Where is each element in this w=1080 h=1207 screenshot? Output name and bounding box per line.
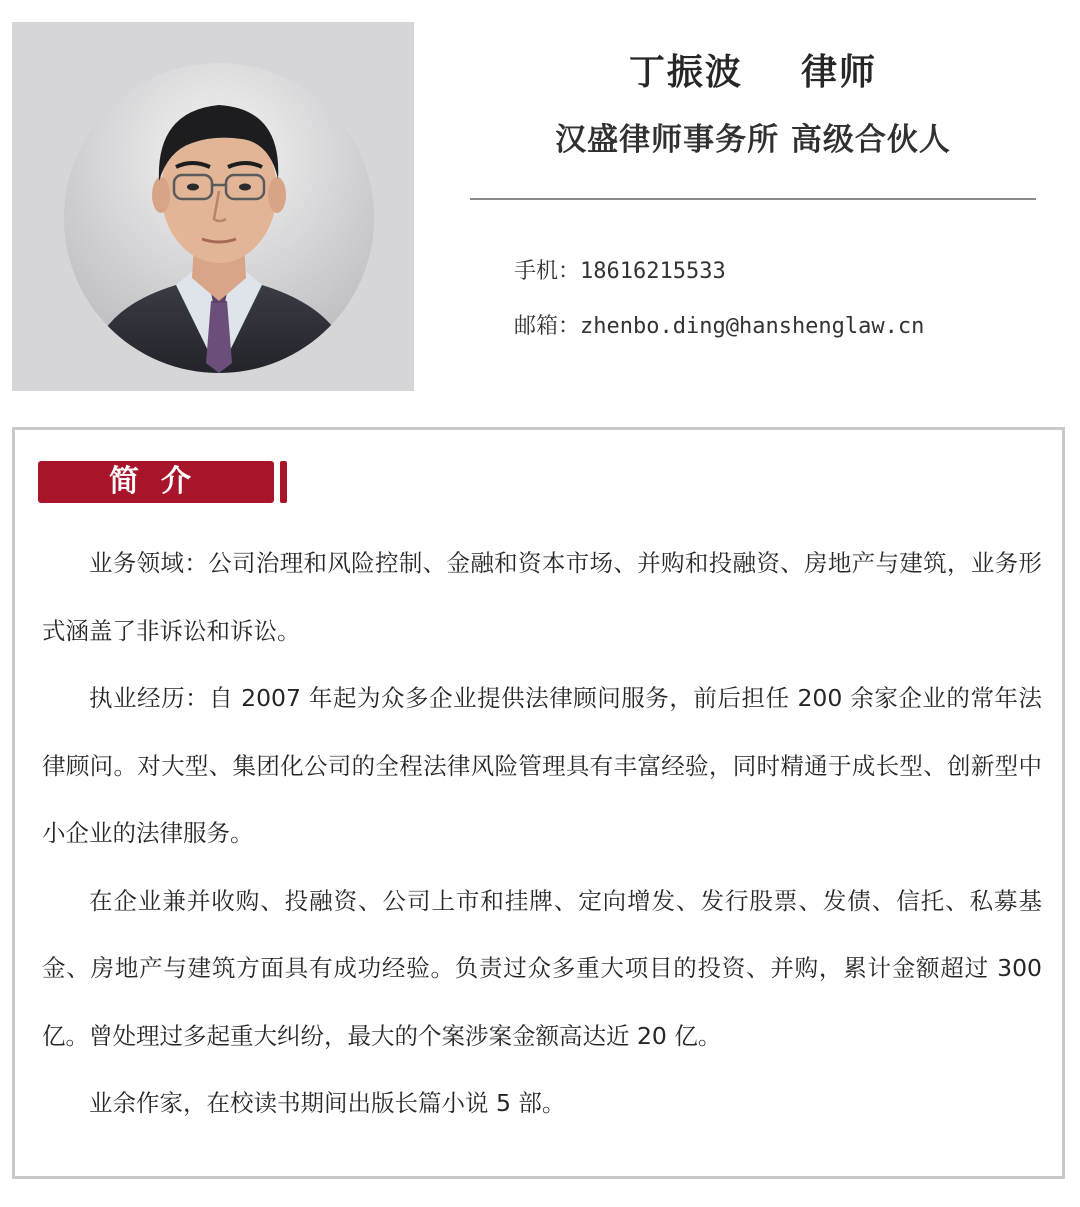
lawyer-name: 丁振波 律师 <box>628 52 878 93</box>
bio-header-title: 简介 <box>109 464 213 499</box>
bio-paragraph-experience: 执业经历：自 2007 年起为众多企业提供法律顾问服务，前后担任 200 余家企业的常年法律顾问。对大型、集团化公司的全程法律风险管理具有丰富经验，同时精通于成长型、创新型中小企业的法律服务。 <box>42 684 1042 847</box>
bio-paragraph-achievements: 在企业兼并收购、投融资、公司上市和挂牌、定向增发、发行股票、发债、信托、私募基金、房地产与建筑方面具有成功经验。负责过众多重大项目的投资、并购，累计金额超过 300 亿。曾处理过多起重大纠纷，最大的个案涉案金额高达近 20 亿。 <box>42 886 1042 1050</box>
portrait-illustration <box>64 63 374 373</box>
portrait-panel <box>12 22 414 391</box>
phone-line <box>514 254 726 285</box>
bio-body <box>42 530 1042 1138</box>
bio-header-badge <box>38 461 274 503</box>
portrait-photo <box>64 63 374 373</box>
bio-paragraph-hobby: 业余作家，在校读书期间出版长篇小说 5 部。 <box>89 1089 566 1117</box>
email-label: 邮箱： <box>514 314 581 339</box>
phone-label: 手机： <box>514 259 581 284</box>
phone-value[interactable]: 18616215533 <box>580 259 726 284</box>
bio-header-accent-bar <box>280 461 287 503</box>
lawyer-title: 汉盛律师事务所 高级合伙人 <box>555 122 951 158</box>
email-line <box>514 309 924 340</box>
email-value[interactable]: zhenbo.ding@hanshenglaw.cn <box>580 314 925 339</box>
bio-paragraph-practice-areas: 业务领域：公司治理和风险控制、金融和资本市场、并购和投融资、房地产与建筑，业务形式涵盖了非诉讼和诉讼。 <box>42 549 1042 645</box>
header-divider <box>470 198 1036 200</box>
bio-section <box>12 427 1065 1179</box>
